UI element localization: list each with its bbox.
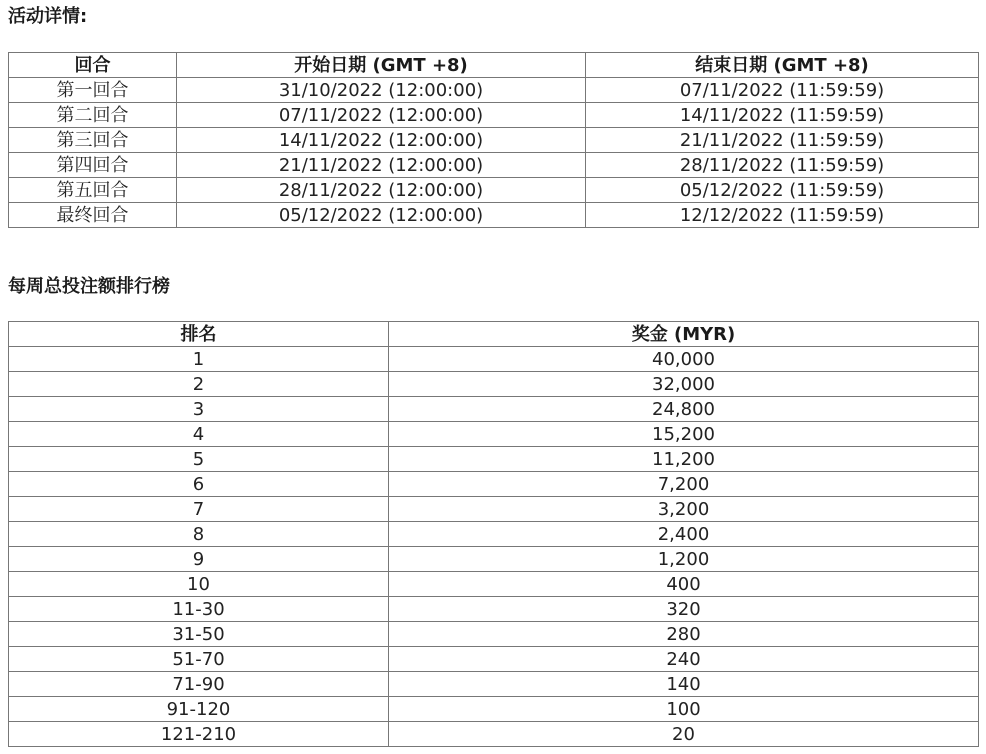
round-cell: 第二回合: [9, 103, 177, 128]
table-row: [9, 647, 979, 672]
prize-cell: 240: [389, 647, 979, 672]
event-schedule-table: [8, 52, 979, 228]
prize-cell: 320: [389, 597, 979, 622]
column-header-prize: 奖金 (MYR): [389, 322, 979, 347]
start-date-cell: 07/11/2022 (12:00:00): [177, 103, 586, 128]
table-row: [9, 697, 979, 722]
round-cell: 第三回合: [9, 128, 177, 153]
start-date-cell: 14/11/2022 (12:00:00): [177, 128, 586, 153]
table-row: [9, 397, 979, 422]
rank-cell: 4: [9, 422, 389, 447]
prize-cell: 32,000: [389, 372, 979, 397]
start-date-cell: 31/10/2022 (12:00:00): [177, 78, 586, 103]
table-header-row: [9, 53, 979, 78]
prize-cell: 20: [389, 722, 979, 747]
round-cell: 第一回合: [9, 78, 177, 103]
prize-cell: 24,800: [389, 397, 979, 422]
rank-cell: 11-30: [9, 597, 389, 622]
prize-cell: 140: [389, 672, 979, 697]
table-row: [9, 422, 979, 447]
table-row: [9, 597, 979, 622]
table-row: [9, 372, 979, 397]
rank-cell: 121-210: [9, 722, 389, 747]
table-row: [9, 672, 979, 697]
prize-cell: 400: [389, 572, 979, 597]
prize-cell: 2,400: [389, 522, 979, 547]
round-cell: 第五回合: [9, 178, 177, 203]
table-row: [9, 522, 979, 547]
column-header-end-date: 结束日期 (GMT +8): [586, 53, 979, 78]
rank-cell: 71-90: [9, 672, 389, 697]
table-row: [9, 572, 979, 597]
rank-cell: 1: [9, 347, 389, 372]
table-row: [9, 622, 979, 647]
prize-cell: 100: [389, 697, 979, 722]
table-header-row: [9, 322, 979, 347]
prize-cell: 11,200: [389, 447, 979, 472]
rank-cell: 9: [9, 547, 389, 572]
table-row: [9, 78, 979, 103]
start-date-cell: 28/11/2022 (12:00:00): [177, 178, 586, 203]
rank-cell: 6: [9, 472, 389, 497]
table-row: [9, 447, 979, 472]
end-date-cell: 14/11/2022 (11:59:59): [586, 103, 979, 128]
rank-cell: 2: [9, 372, 389, 397]
prize-cell: 15,200: [389, 422, 979, 447]
prize-cell: 40,000: [389, 347, 979, 372]
rank-cell: 31-50: [9, 622, 389, 647]
column-header-round: 回合: [9, 53, 177, 78]
prize-cell: 3,200: [389, 497, 979, 522]
rank-cell: 51-70: [9, 647, 389, 672]
prize-ranking-table: [8, 321, 979, 747]
table-row: [9, 722, 979, 747]
event-details-heading: 活动详情:: [8, 6, 88, 27]
start-date-cell: 21/11/2022 (12:00:00): [177, 153, 586, 178]
rank-cell: 5: [9, 447, 389, 472]
rank-cell: 8: [9, 522, 389, 547]
table-row: [9, 347, 979, 372]
table-row: [9, 103, 979, 128]
table-row: [9, 128, 979, 153]
table-row: [9, 203, 979, 228]
prize-cell: 1,200: [389, 547, 979, 572]
round-cell: 最终回合: [9, 203, 177, 228]
rank-cell: 3: [9, 397, 389, 422]
end-date-cell: 28/11/2022 (11:59:59): [586, 153, 979, 178]
rank-cell: 91-120: [9, 697, 389, 722]
end-date-cell: 05/12/2022 (11:59:59): [586, 178, 979, 203]
table-row: [9, 497, 979, 522]
end-date-cell: 12/12/2022 (11:59:59): [586, 203, 979, 228]
round-cell: 第四回合: [9, 153, 177, 178]
table-row: [9, 547, 979, 572]
table-row: [9, 178, 979, 203]
column-header-start-date: 开始日期 (GMT +8): [177, 53, 586, 78]
column-header-rank: 排名: [9, 322, 389, 347]
end-date-cell: 21/11/2022 (11:59:59): [586, 128, 979, 153]
rank-cell: 10: [9, 572, 389, 597]
weekly-leaderboard-heading: 每周总投注额排行榜: [8, 276, 170, 297]
prize-cell: 7,200: [389, 472, 979, 497]
start-date-cell: 05/12/2022 (12:00:00): [177, 203, 586, 228]
rank-cell: 7: [9, 497, 389, 522]
prize-cell: 280: [389, 622, 979, 647]
table-row: [9, 153, 979, 178]
end-date-cell: 07/11/2022 (11:59:59): [586, 78, 979, 103]
table-row: [9, 472, 979, 497]
